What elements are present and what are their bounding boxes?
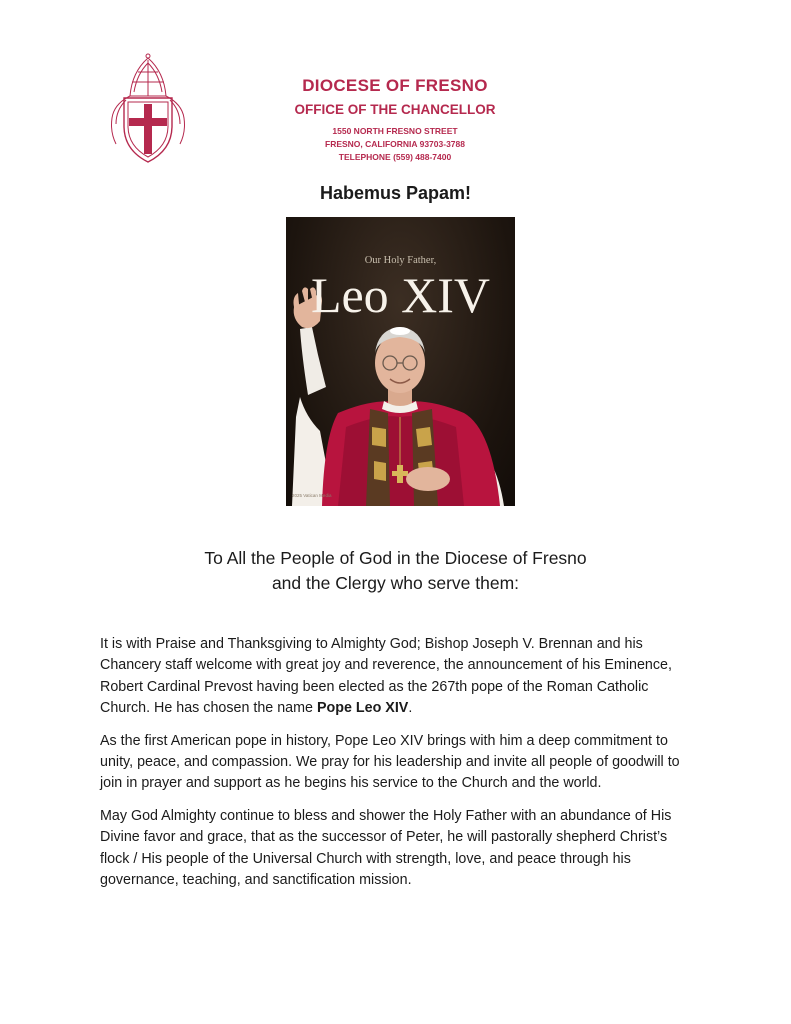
office-name: OFFICE OF THE CHANCELLOR <box>294 102 496 117</box>
organization-name: DIOCESE OF FRESNO <box>302 76 488 95</box>
diocesan-seal <box>108 52 188 164</box>
paragraph-1-end: . <box>408 700 413 717</box>
salutation-line-2: and the Clergy who serve them: <box>271 573 520 593</box>
diocesan-coat-of-arms-icon <box>108 52 188 164</box>
paragraph-1-text: It is with Praise and Thanksgiving to Almighty God; Bishop Joseph V. Brennan and his Chancery staff welcome with great joy and reverence, the announcement of his Eminence, Robert Cardinal Prevost having been elected as the 267th pope of the Roman Catholic Church. He has chosen the name <box>100 636 672 717</box>
poster-subtitle: Our Holy Father, <box>364 255 437 266</box>
telephone: TELEPHONE (559) 488-7400 <box>338 152 452 162</box>
letter-body <box>100 634 700 902</box>
letterhead <box>240 76 550 164</box>
poster-title: Leo XIV <box>310 267 491 323</box>
pope-poster-image <box>286 217 515 506</box>
address-line-1: 1550 NORTH FRESNO STREET <box>332 126 458 136</box>
poster-credit: 2025 Vatican Media <box>292 493 332 498</box>
paragraph-1 <box>100 634 700 720</box>
paragraph-2: As the first American pope in history, Pope Leo XIV brings with him a deep commitment to unity, peace, and compassion. We pray for his leadership and invite all people of goodwill to join in prayer and support as he begins his service to the Church and the world. <box>100 732 680 792</box>
address-line-2: FRESNO, CALIFORNIA 93703-3788 <box>325 139 465 149</box>
salutation <box>0 546 791 596</box>
pope-name-emphasis: Pope Leo XIV <box>316 700 409 717</box>
address-block <box>240 125 550 164</box>
salutation-line-1: To All the People of God in the Diocese of Fresno <box>204 548 587 568</box>
headline: Habemus Papam! <box>319 183 472 203</box>
paragraph-3: May God Almighty continue to bless and shower the Holy Father with an abundance of His Divine favor and grace, that as the successor of Peter, he will pastorally shepherd Christ’s flock / His people of the Universal Church with strength, love, and peace through his governance, teaching, and sanctification mission. <box>100 807 672 889</box>
